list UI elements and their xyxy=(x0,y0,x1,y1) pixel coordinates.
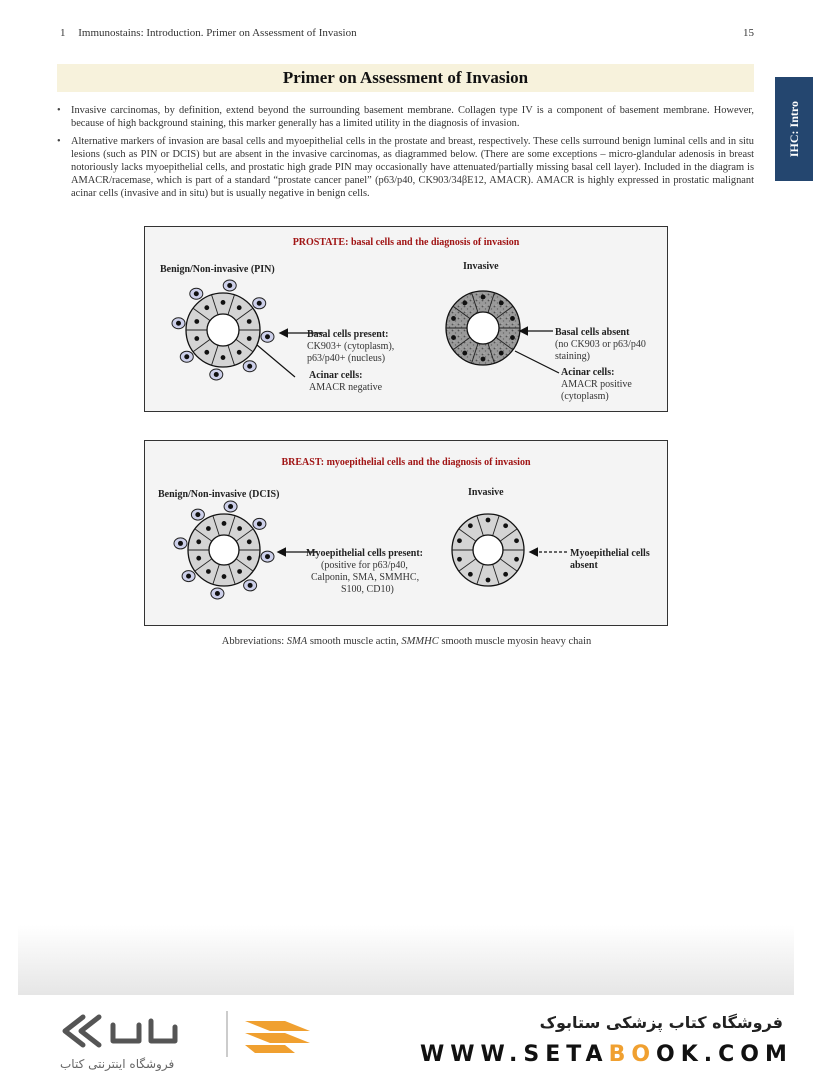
acinar-nucleus xyxy=(486,518,491,523)
bullet-list xyxy=(57,104,754,205)
acinar-nucleus xyxy=(204,305,209,310)
prostate-benign-label: Benign/Non-invasive (PIN) xyxy=(160,264,275,275)
breast-diagram xyxy=(144,440,668,626)
section-title: Primer on Assessment of Invasion xyxy=(282,68,529,87)
logo-subtitle: فروشگاه اینترنتی کتاب xyxy=(60,1057,175,1071)
breast-invasive-label: Invasive xyxy=(468,487,504,498)
acinar-nucleus xyxy=(194,319,199,324)
breast-benign-label: Benign/Non-invasive (DCIS) xyxy=(158,489,280,500)
running-head xyxy=(60,27,754,39)
myoepithelial-present-note: S100, CD10) xyxy=(341,584,394,595)
myoepithelial-present-note: Calponin, SMA, SMMHC, xyxy=(311,572,420,583)
myoepithelial-absent-note: Myoepithelial cells xyxy=(570,548,650,559)
basal-nucleus xyxy=(228,504,233,509)
acinar-nucleus xyxy=(222,574,227,579)
acinar-nucleus xyxy=(462,301,467,306)
acinar-nucleus xyxy=(222,521,227,526)
acinar-nucleus xyxy=(499,301,504,306)
basal-nucleus xyxy=(178,541,183,546)
basal-cells-present-note: p63/p40+ (nucleus) xyxy=(307,353,386,364)
gland-lumen xyxy=(207,314,239,346)
acinar-nucleus xyxy=(468,523,473,528)
basal-nucleus xyxy=(186,574,191,579)
basal-nucleus xyxy=(248,583,253,588)
basal-cells-present-note: CK903+ (cytoplasm), xyxy=(307,341,395,352)
figure-caption: Abbreviations: SMA smooth muscle actin, SMMHC smooth muscle myosin heavy chain xyxy=(221,636,592,647)
basal-cells-absent-note: (no CK903 or p63/p40 xyxy=(555,339,646,350)
page-number: 15 xyxy=(743,27,754,39)
acinar-nucleus xyxy=(503,523,508,528)
acinar-nucleus xyxy=(514,538,519,543)
prostate-figure-title: PROSTATE: basal cells and the diagnosis of invasion xyxy=(292,237,520,248)
side-tab-label: IHC: Intro xyxy=(786,100,801,158)
acinar-nucleus xyxy=(481,357,486,362)
basal-nucleus xyxy=(176,321,181,326)
breast-figure-title: BREAST: myoepithelial cells and the diagnosis of invasion xyxy=(281,457,531,468)
amacr-positive-note: (cytoplasm) xyxy=(561,391,609,402)
setabook-logo[interactable] xyxy=(55,1011,325,1057)
basal-nucleus xyxy=(195,512,200,517)
acinar-nucleus xyxy=(462,351,467,356)
acinar-nucleus xyxy=(510,316,515,321)
basal-nucleus xyxy=(265,554,270,559)
breast-invasive-gland xyxy=(452,514,524,586)
acinar-nucleus xyxy=(486,578,491,583)
acinar-cells-heading: Acinar cells: xyxy=(309,370,363,381)
acinar-nucleus xyxy=(237,569,242,574)
acinar-positive-pointer xyxy=(515,351,559,373)
amacr-positive-note: AMACR positive xyxy=(561,379,632,390)
myoepithelial-absent-note: absent xyxy=(570,560,598,571)
prostate-invasive-gland xyxy=(446,291,520,365)
acinar-nucleus xyxy=(457,557,462,562)
acinar-nucleus xyxy=(196,539,201,544)
acinar-cells-pointer xyxy=(257,345,295,377)
basal-nucleus xyxy=(227,283,232,288)
gland-lumen xyxy=(209,535,239,565)
basal-nucleus xyxy=(214,372,219,377)
shop-url[interactable]: WWW.SETABOOK.COM xyxy=(420,1042,793,1067)
gland-lumen xyxy=(473,535,503,565)
footer-fade xyxy=(18,925,794,995)
prostate-diagram xyxy=(144,226,668,412)
acinar-nucleus xyxy=(221,355,226,360)
amacr-negative-note: AMACR negative xyxy=(309,382,383,393)
bullet-item: • Invasive carcinomas, by definition, extend beyond the surrounding basement membrane. Collagen type IV is a component of basement membrane. However, because of high background staining, this marker generally has a limited utility in the diagnosis of invasion. xyxy=(57,104,754,130)
acinar-nucleus xyxy=(204,350,209,355)
basal-cells-absent-heading: Basal cells absent xyxy=(555,327,630,338)
acinar-nucleus xyxy=(206,526,211,531)
acinar-nucleus xyxy=(499,351,504,356)
myoepithelial-present-note: (positive for p63/p40, xyxy=(321,560,408,571)
acinar-nucleus xyxy=(481,295,486,300)
acinar-nucleus xyxy=(237,350,242,355)
prostate-diagram-svg xyxy=(145,227,667,411)
chapter-side-tab[interactable] xyxy=(775,77,813,181)
acinar-nucleus xyxy=(194,336,199,341)
acinar-nucleus xyxy=(237,305,242,310)
basal-cells-absent-note: staining) xyxy=(555,351,590,362)
bullet-item: • Alternative markers of invasion are basal cells and myoepithelial cells in the prostate and breast, respectively. These cells surround benign luminal cells and in situ lesions (such as PIN or DCIS) but are absent in the invasive carcinomas, as diagrammed below. (There are some exceptions – micro-glandular adenosis in breast notoriously lacks myoepithelial cells, and prostatic high grade PIN may occasionally have attenuated/partially missing basal cell layer). Included in the diagram is AMACR/racemase, which is part of a standard “prostate cancer panel” (p63/p40, CK903/34βE12, AMACR). AMACR is highly expressed in prostatic malignant acinar cells (invasive and in situ) but is usually negative in benign cells. xyxy=(57,135,754,200)
acinar-nucleus xyxy=(451,335,456,340)
acinar-nucleus xyxy=(237,526,242,531)
acinar-nucleus xyxy=(247,556,252,561)
chapter-heading xyxy=(60,27,367,39)
basal-nucleus xyxy=(257,521,262,526)
basal-nucleus xyxy=(215,591,220,596)
basal-nucleus xyxy=(184,354,189,359)
acinar-nucleus xyxy=(451,316,456,321)
publisher-footer xyxy=(0,995,813,1080)
acinar-nucleus xyxy=(457,538,462,543)
chapter-title: Immunostains: Introduction. Primer on Assessment of Invasion xyxy=(78,27,357,39)
acinar-nucleus xyxy=(468,572,473,577)
breast-diagram-svg xyxy=(145,441,667,625)
acinar-nucleus xyxy=(247,539,252,544)
gland-lumen xyxy=(467,312,499,344)
breast-benign-gland xyxy=(174,501,274,599)
acinar-nucleus xyxy=(514,557,519,562)
prostate-benign-gland xyxy=(172,280,274,380)
acinar-nucleus xyxy=(503,572,508,577)
basal-nucleus xyxy=(265,334,270,339)
acinar-nucleus xyxy=(247,336,252,341)
prostate-invasive-label: Invasive xyxy=(463,261,499,272)
shop-name: فروشگاه کتاب پزشکی ستابوک xyxy=(539,1013,783,1032)
acinar-nucleus xyxy=(510,335,515,340)
basal-nucleus xyxy=(194,291,199,296)
acinar-nucleus xyxy=(206,569,211,574)
chapter-number: 1 xyxy=(60,27,66,39)
basal-cells-present-heading: Basal cells present: xyxy=(307,329,389,340)
acinar-nucleus xyxy=(221,300,226,305)
basal-nucleus xyxy=(257,301,262,306)
acinar-nucleus xyxy=(196,556,201,561)
basal-nucleus xyxy=(247,364,252,369)
acinar-nucleus xyxy=(247,319,252,324)
myoepithelial-present-heading: Myoepithelial cells present: xyxy=(306,548,424,559)
section-title-bar xyxy=(57,64,754,92)
acinar-cells-heading-invasive: Acinar cells: xyxy=(561,367,615,378)
